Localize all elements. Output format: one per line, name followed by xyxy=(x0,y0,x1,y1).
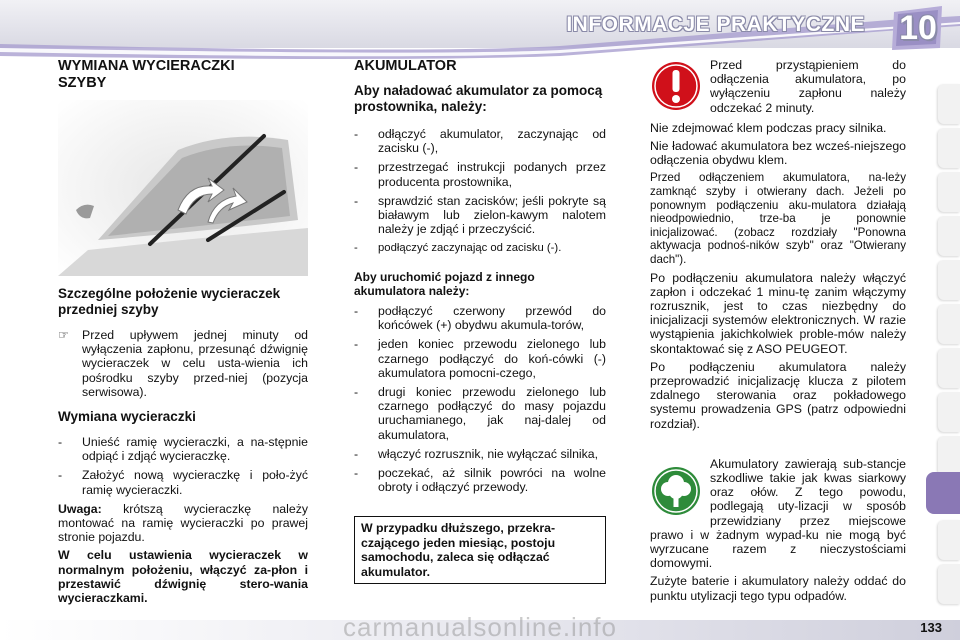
dash-mark: - xyxy=(354,193,359,208)
list-item-text: przestrzegać instrukcji podanych przez producenta prostownika, xyxy=(378,160,606,189)
chapter-number: 10 xyxy=(899,8,937,47)
section-heading-wiper-position: Szczególne położenie wycieraczek przedniej szyby xyxy=(58,286,281,317)
wiper-illustration xyxy=(58,100,308,276)
dash-mark: - xyxy=(354,160,359,175)
list-item-text: Unieść ramię wycieraczki, a na-stępnie odpiąć i zdjąć wycieraczkę. xyxy=(82,435,308,464)
list-item-text: włączyć rozrusznik, nie wyłączać silnika, xyxy=(378,446,599,461)
list-item xyxy=(354,127,606,155)
paragraph: Nie zdejmować klem podczas pracy silnika. xyxy=(650,120,887,135)
side-tab[interactable] xyxy=(938,348,960,388)
section-heading-wiper-replace: Wymiana wycieraczki xyxy=(58,409,196,425)
column-wipers xyxy=(58,58,308,605)
dash-mark: - xyxy=(354,385,359,400)
list-item-text: Założyć nową wycieraczkę i poło-żyć ramię wycieraczki. xyxy=(82,468,308,497)
list-item xyxy=(354,194,606,237)
side-tab[interactable] xyxy=(938,172,960,212)
side-tab[interactable] xyxy=(938,84,960,124)
paragraph: Po podłączeniu akumulatora należy włączyć zapłon i odczekać 1 minu-tę zanim włączymy rozrusznik, jest to czas niezbędny do inicjalizacji systemów elektronicznych. W razie wystąpienia jakichkolwiek proble-mów należy skontaktować się z ASO PEUGEOT. xyxy=(650,270,906,356)
paragraph: Przed odłączeniem akumulatora, na-leży zamknąć szyby i otwierany dach. Jeżeli po ponownym podłączeniu aku-mulatora działają nieodpowiednio, trze-ba je ponownie inicjalizować. (zobacz rozdziały "Ponowna aktywacja podnoś-ników szyb" oraz "Otwierany dach"). xyxy=(650,171,906,266)
column-battery xyxy=(354,58,606,584)
side-tab[interactable] xyxy=(938,436,960,476)
paragraph: Nie ładować akumulatora bez wcześ-niejszego odłączenia obydwu klem. xyxy=(650,139,906,168)
tree-environment-icon xyxy=(650,465,702,517)
list-item xyxy=(354,466,606,494)
dash-mark: - xyxy=(354,337,359,352)
list-item-text: jeden koniec przewodu zielonego lub czarnego podłączyć do koń-cówki (-) akumulatora pomocni-czego, xyxy=(378,337,606,380)
charge-steps-list xyxy=(354,127,606,256)
list-item-text: odłączyć akumulator, zaczynając od zacisku (-), xyxy=(378,127,606,156)
note-paragraph xyxy=(58,502,308,545)
note-text: krótszą wycieraczkę należy montować na ramię wycieraczki po prawej stronie pojazdu. xyxy=(58,501,308,545)
replace-steps-list xyxy=(58,435,308,497)
list-item-text: podłączyć czerwony przewód do końcówek (+) obydwu akumula-torów, xyxy=(378,304,606,333)
list-item xyxy=(354,241,606,255)
dash-mark: - xyxy=(58,435,63,450)
environment-text-2: Zużyte baterie i akumulatory należy oddać do punktu utylizacji tego typu odpadów. xyxy=(650,574,906,603)
list-item xyxy=(58,328,308,399)
section-heading-wiper: WYMIANA WYCIERACZKI SZYBY xyxy=(58,58,235,91)
dash-mark: - xyxy=(354,242,358,255)
side-tab[interactable] xyxy=(938,564,960,604)
dash-mark: - xyxy=(354,466,359,481)
dash-mark: - xyxy=(58,468,63,483)
list-item-text: poczekać, aż silnik powróci na wolne obroty i odłączyć przewody. xyxy=(378,466,606,495)
watermark: carmanualsonline.info xyxy=(343,611,617,640)
list-item-text: sprawdzić stan zacisków; jeśli pokryte są białawym lub zielon-kawym nalotem należy je zdjąć i przeczyścić. xyxy=(378,193,606,237)
list-item xyxy=(354,304,606,332)
section-heading-charge: Aby naładować akumulator za pomocą prostownika, należy: xyxy=(354,83,603,114)
side-tab-active[interactable] xyxy=(926,472,960,514)
page-number: 133 xyxy=(920,620,942,635)
column-battery-notes xyxy=(650,58,906,603)
positioning-list xyxy=(58,328,308,399)
list-item xyxy=(354,447,606,461)
warning-block xyxy=(650,58,906,115)
side-tab[interactable] xyxy=(938,520,960,560)
environment-text: Akumulatory zawierają sub-stancje szkodliwe takie jak kwas siarkowy oraz ołów. Z tego powodu, podlegają uty-lizacji w sposób przewidziany przez miejscowe prawo i w żadnym wypad-ku nie mogą być wyrzucane razem z nieczystościami domowymi. xyxy=(650,456,906,571)
list-item xyxy=(58,468,308,496)
list-item-text: Przed upływem jednej minuty od wyłączenia zapłonu, przesunąć dźwignię wycieraczek w celu usta-wienia ich pośrodku szyby przed-niej (pozycja serwisowa). xyxy=(82,328,308,399)
list-item xyxy=(354,160,606,188)
list-item xyxy=(58,435,308,463)
page-title: INFORMACJE PRAKTYCZNE xyxy=(566,13,865,36)
side-tab[interactable] xyxy=(938,260,960,300)
list-item-text: podłączyć zaczynając od zacisku (-). xyxy=(378,242,562,255)
list-item-text: drugi koniec przewodu zielonego lub czarnego podłączyć do masy pojazdu uruchamianego, jak naj-dalej od akumulatora, xyxy=(378,385,606,442)
pointing-hand-icon: ☞ xyxy=(58,328,70,342)
side-tab[interactable] xyxy=(938,304,960,344)
side-tab[interactable] xyxy=(938,128,960,168)
storage-note-box: W przypadku dłuższego, przekra-czającego jeden miesiąc, postoju samochodu, zaleca się odłączać akumulator. xyxy=(354,516,606,584)
final-note: W celu ustawienia wycieraczek w normalnym położeniu, włączyć za-płon i przestawić dźwignię stero-wania wycieraczkami. xyxy=(58,548,308,606)
side-tab[interactable] xyxy=(938,216,960,256)
dash-mark: - xyxy=(354,446,359,461)
section-heading-jump-start: Aby uruchomić pojazd z innego akumulatora należy: xyxy=(354,269,535,298)
paragraph: Po podłączeniu akumulatora należy przeprowadzić inicjalizację klucza z pilotem zdalnego sterowania oraz pokładowego systemu prowadzenia GPS (patrz odpowiedni rozdział). xyxy=(650,359,906,431)
environment-block xyxy=(650,457,906,603)
section-heading-battery: AKUMULATOR xyxy=(354,58,457,74)
exclamation-warning-icon xyxy=(650,60,702,112)
chapter-badge xyxy=(888,4,948,52)
list-item xyxy=(354,385,606,442)
note-label: Uwaga: xyxy=(58,501,102,516)
dash-mark: - xyxy=(354,127,359,141)
jump-start-steps-list xyxy=(354,304,606,494)
side-tab[interactable] xyxy=(938,392,960,432)
list-item xyxy=(354,337,606,380)
dash-mark: - xyxy=(354,304,359,319)
warning-text: Przed przystąpieniem do odłączenia akumulatora, po wyłączeniu zapłonu należy odczekać 2 minuty. xyxy=(710,58,906,115)
